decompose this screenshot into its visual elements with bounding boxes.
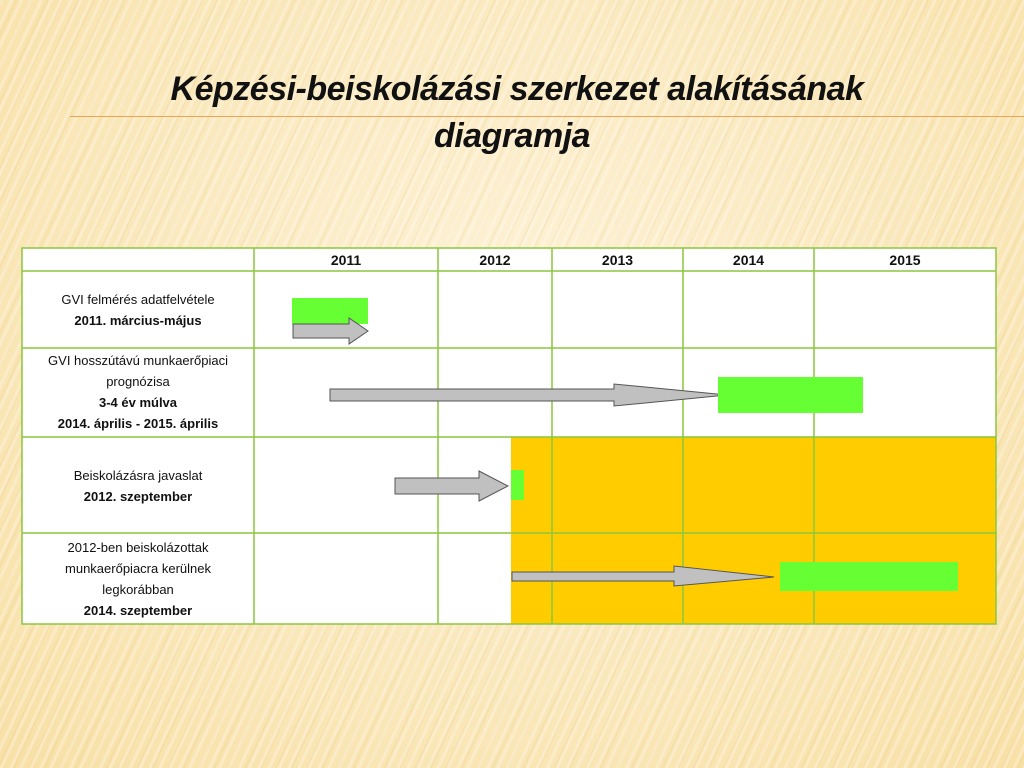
title-line-1: Képzési-beiskolázási szerkezet alakításának: [170, 70, 864, 108]
year-header-2011: 2011: [330, 252, 362, 268]
row-label-date: 2011. március-május: [74, 313, 202, 328]
period-bar-survey: [292, 298, 368, 324]
row-label-line: GVI hosszútávú munkaerőpiaci: [48, 353, 228, 368]
title-line-2: diagramja: [433, 117, 591, 155]
row-label-line: Beiskolázásra javaslat: [73, 468, 203, 483]
year-header-2014: 2014: [732, 252, 765, 268]
row-label-enrollment: [22, 465, 254, 507]
row-label-date: 2014. szeptember: [83, 603, 193, 618]
period-bar-enrollment: [511, 470, 524, 500]
year-header-2012: 2012: [479, 252, 511, 268]
row-label-line: munkaerőpiacra kerülnek: [65, 561, 211, 576]
period-bar-labor-entry: [780, 562, 958, 591]
row-label-duration: 3-4 év múlva: [98, 395, 178, 410]
row-label-survey: [22, 289, 254, 331]
row-label-forecast: [22, 350, 254, 434]
period-bar-forecast: [718, 377, 863, 413]
highlight-region: [511, 437, 996, 624]
row-label-line: GVI felmérés adatfelvétele: [61, 292, 215, 307]
row-label-line: prognózisa: [106, 374, 170, 389]
row-label-line: 2012-ben beiskolázottak: [67, 540, 209, 555]
row-label-line: legkorábban: [102, 582, 174, 597]
row-label-date: 2012. szeptember: [83, 489, 193, 504]
year-header-2015: 2015: [889, 252, 921, 268]
row-label-labor-entry: [22, 537, 254, 621]
year-header-2013: 2013: [601, 252, 634, 268]
row-label-date: 2014. április - 2015. április: [57, 416, 219, 431]
